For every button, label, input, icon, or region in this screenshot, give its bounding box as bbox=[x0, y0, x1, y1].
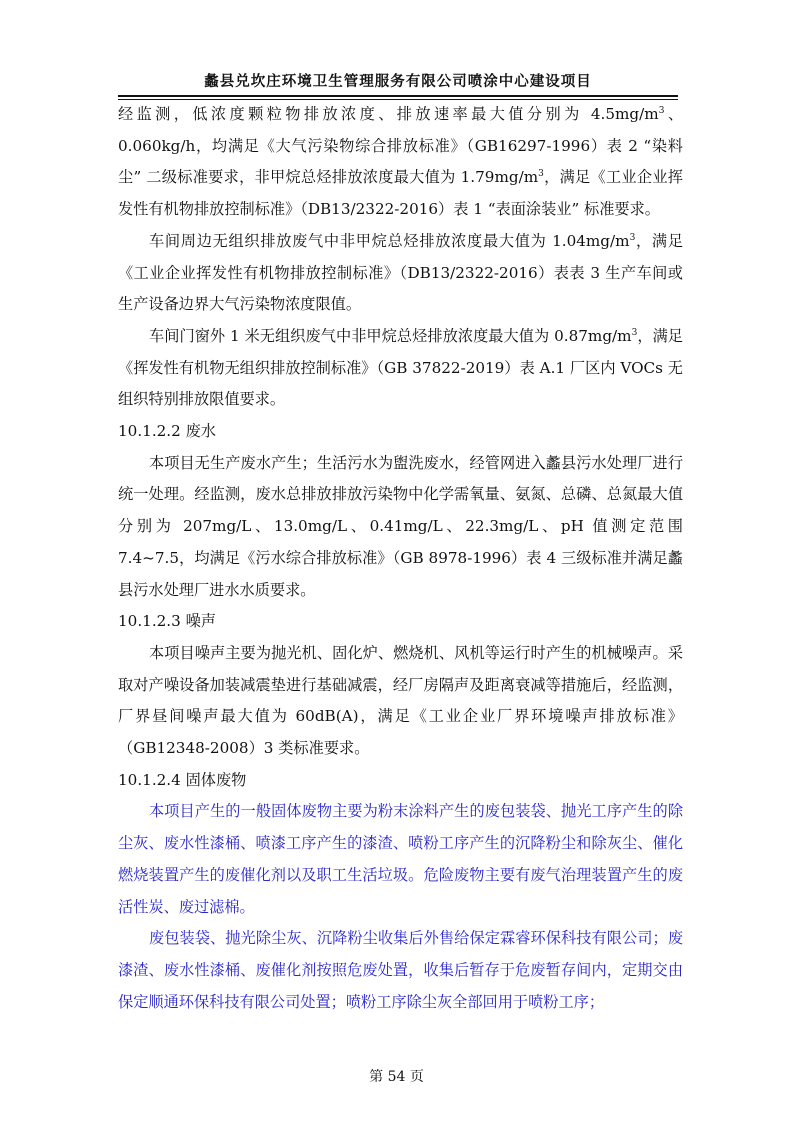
section-heading-solid-waste: 10.1.2.4 固体废物 bbox=[118, 770, 247, 789]
page-body bbox=[118, 99, 683, 1018]
section-heading-noise: 10.1.2.3 噪声 bbox=[118, 612, 216, 631]
section-heading-wastewater: 10.1.2.2 废水 bbox=[118, 422, 216, 441]
paragraph-workshop-boundary: 车间周边无组织排放废气中非甲烷总烃排放浓度最大值为 $1.04mg/m^3$，满足《工业企业挥发性有机物排放控制标准》（DB13/2322-2016）表表 3 生产车间或生产设备边界大气污染物浓度限值。 bbox=[118, 231, 684, 314]
paragraph-solid-waste-disposal: 废包装袋、抛光除尘灰、沉降粉尘收集后外售给保定霖睿环保科技有限公司；废漆渣、废水性漆桶、废催化剂按照危废处置，收集后暂存于危废暂存间内，定期交由保定顺通环保科技有限公司处置；喷粉工序除尘灰全部回用于喷粉工序； bbox=[118, 929, 683, 1011]
paragraph-noise: 本项目噪声主要为抛光机、固化炉、燃烧机、风机等运行时产生的机械噪声。采取对产噪设备加装减震垫进行基础减震，经厂房隔声及距离衰减等措施后，经监测，厂界昼间噪声最大值为 60dB(A)，满足《工业企业厂界环境噪声排放标准》（GB12348-2008）3 类标准要求。 bbox=[118, 643, 683, 758]
page-number: 第 54 页 bbox=[369, 1069, 424, 1085]
paragraph-wastewater: 本项目无生产废水产生；生活污水为盥洗废水，经管网进入蠡县污水处理厂进行统一处理。经监测，废水总排放排放污染物中化学需氧量、氨氮、总磷、总氮最大值分别为 207mg/L、13.0mg/L、0.41mg/L、22.3mg/L、pH 值测定范围 7.4~7.5，均满足《污水综合排放标准》（GB 8978-1996）表 4 三级标准并满足蠡县污水处理厂进水水质要求。 bbox=[118, 453, 683, 599]
document-header: 蠡县兑坎庄环境卫生管理服务有限公司喷涂中心建设项目 bbox=[204, 73, 592, 90]
header-rule bbox=[118, 95, 678, 97]
paragraph-window-voc: 车间门窗外 1 米无组织废气中非甲烷总烃排放浓度最大值为 $0.87mg/m^3$，满足《挥发性有机物无组织排放控制标准》（GB 37822-2019）表 A.1 厂区内 VOCs 无组织特别排放限值要求。 bbox=[118, 326, 683, 409]
paragraph-solid-waste-types: 本项目产生的一般固体废物主要为粉末涂料产生的废包装袋、抛光工序产生的除尘灰、废水性漆桶、喷漆工序产生的漆渣、喷粉工序产生的沉降粉尘和除灰尘、催化燃烧装置产生的废催化剂以及职工生活垃圾。危险废物主要有废气治理装置产生的废活性炭、废过滤棉。 bbox=[118, 802, 683, 916]
paragraph-emission-results: 经监测，低浓度颗粒物排放浓度、排放速率最大值分别为 $4.5mg/m^3$、0.060kg/h，均满足《大气污染物综合排放标准》（GB16297-1996）表 2 “染料尘” 二级标准要求，非甲烷总烃排放浓度最大值为 $1.79mg/m^3$，满足《工业企业挥发性有机物排放控制标准》（DB13/2322-2016）表 1 “表面涂装业” 标准要求。 bbox=[118, 105, 684, 219]
